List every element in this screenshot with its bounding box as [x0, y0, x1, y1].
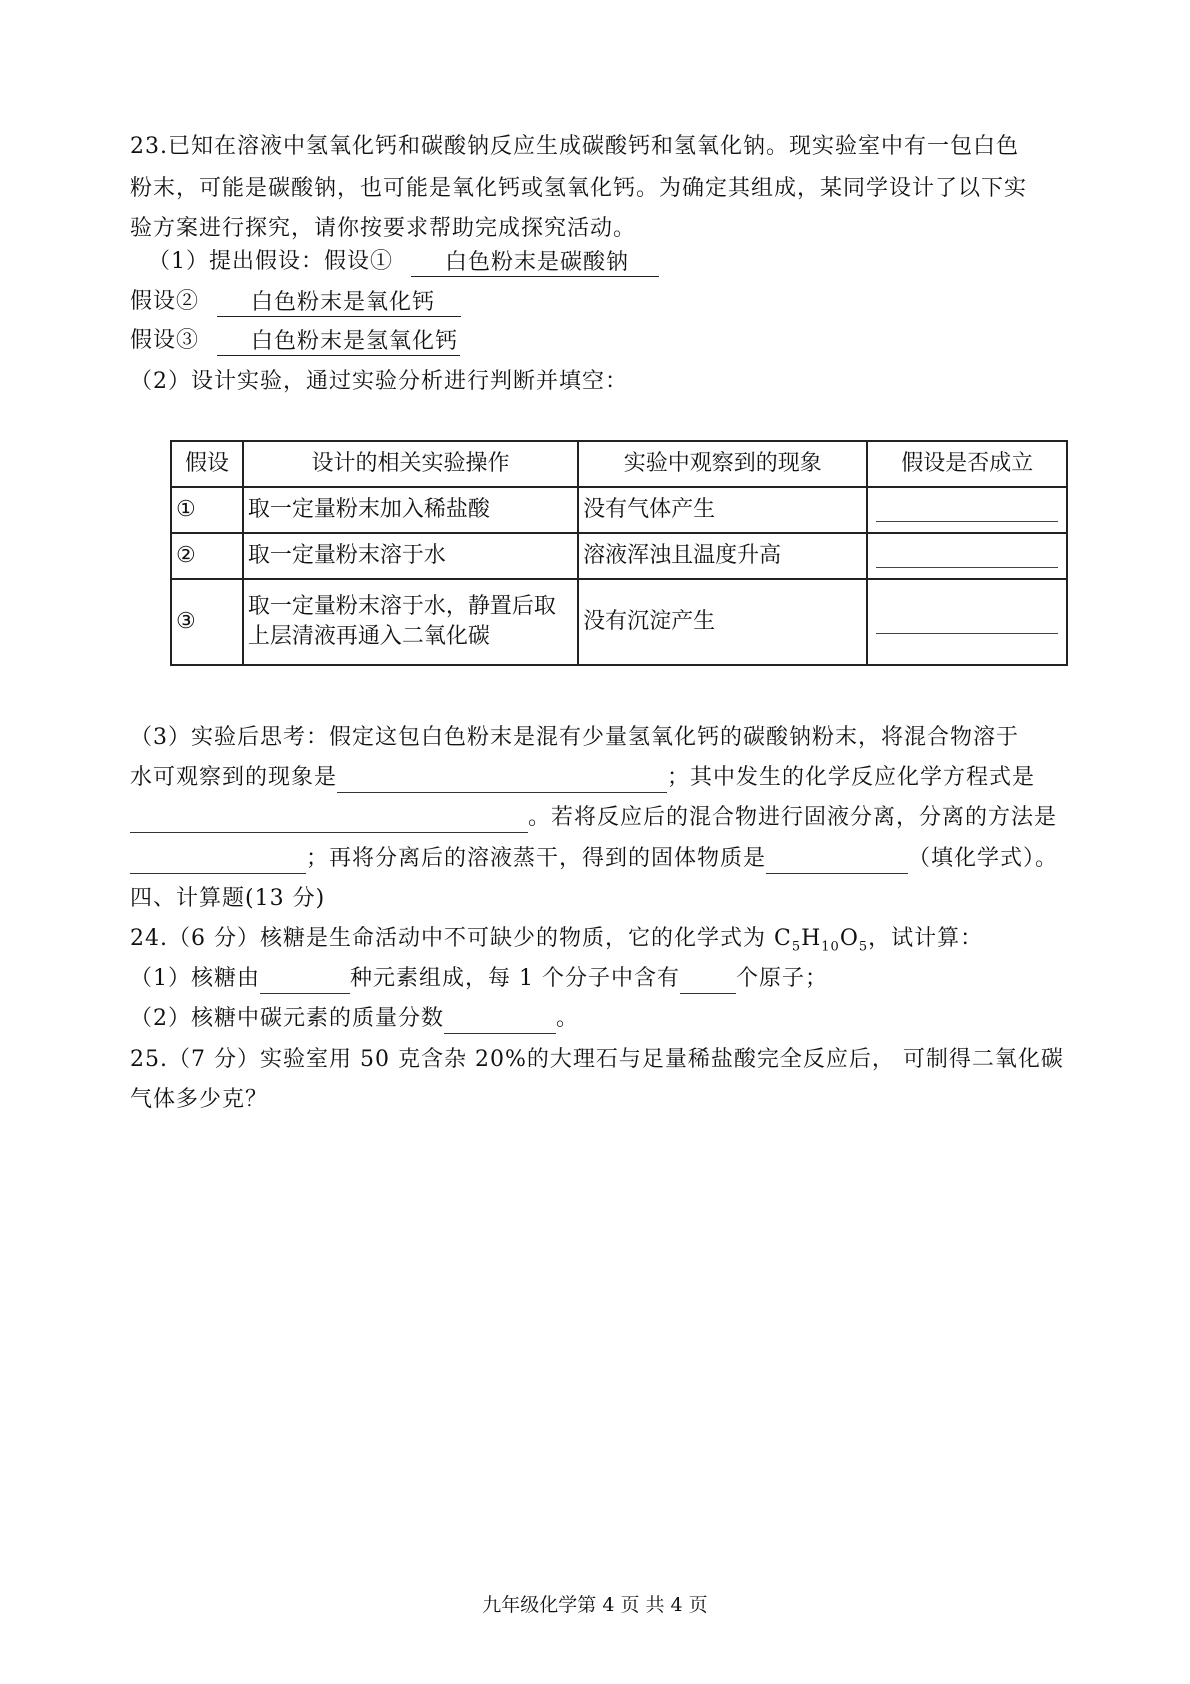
p3-text: 。若将反应后的混合物进行固液分离，分离的方法是 [528, 805, 1058, 830]
p3-text: （填化学式）。 [908, 846, 1059, 871]
q24-part-1 [130, 964, 828, 994]
q25-line-2: 气体多少克？ [130, 1087, 269, 1112]
q23-part-3-line-4 [130, 844, 1058, 874]
row-observation: 没有气体产生 [578, 487, 867, 533]
hypothesis-2-label: 假设② [130, 289, 200, 314]
q24-text: 24.（6 分）核糖是生命活动中不可缺少的物质，它的化学式为 C [130, 926, 792, 951]
hypothesis-1-line [148, 247, 659, 277]
q23-part-3-line-2 [130, 763, 1035, 793]
q23-part-3-line-3 [130, 803, 1057, 833]
row-operation [243, 579, 578, 665]
q24-text: H [801, 926, 822, 951]
answer-blank[interactable] [444, 1009, 556, 1034]
header-hypothesis: 假设 [171, 441, 243, 487]
page-footer: 九年级化学第 4 页 共 4 页 [482, 1594, 708, 1616]
q25-line-1: 25.（7 分）实验室用 50 克含杂 20%的大理石与足量稀盐酸完全反应后， 可制得二氧化碳 [130, 1047, 1064, 1072]
q24-text: 。 [556, 1006, 580, 1031]
row-operation: 取一定量粉末加入稀盐酸 [243, 487, 578, 533]
table-row [171, 579, 1067, 665]
answer-blank[interactable] [766, 849, 908, 874]
formula-subscript: 5 [791, 939, 802, 955]
q24-part-2 [130, 1004, 579, 1034]
header-operation: 设计的相关实验操作 [243, 441, 578, 487]
q24-intro [130, 924, 983, 962]
hypothesis-1-answer: 白色粉末是碳酸钠 [411, 250, 659, 277]
q23-line-1: 23.已知在溶液中氢氧化钙和碳酸钠反应生成碳酸钙和氢氧化钠。现实验室中有一包白色 [130, 134, 1019, 159]
q23-line-2: 粉末，可能是碳酸钠，也可能是氧化钙或氢氧化钙。为确定其组成，某同学设计了以下实 [130, 176, 1028, 201]
answer-blank[interactable] [130, 849, 306, 874]
answer-blank[interactable] [130, 808, 528, 833]
p3-text: ；再将分离后的溶液蒸干，得到的固体物质是 [306, 846, 767, 871]
formula-subscript: 10 [821, 939, 840, 955]
q24-text: ，试计算： [868, 926, 984, 951]
q24-text: 种元素组成，每 1 个分子中含有 [350, 966, 680, 991]
hypothesis-2-answer: 白色粉末是氧化钙 [217, 290, 461, 317]
answer-blank[interactable] [867, 487, 1067, 533]
table-header-row [171, 441, 1067, 487]
q24-text: O [839, 926, 859, 951]
row-operation-line-1: 取一定量粉末溶于水，静置后取 [247, 594, 556, 619]
header-valid: 假设是否成立 [867, 441, 1067, 487]
p3-text: 水可观察到的现象是 [130, 765, 338, 790]
answer-blank[interactable] [867, 533, 1067, 579]
section-4-heading: 四、计算题(13 分) [130, 886, 326, 911]
q23-part-3-line-1: （3）实验后思考：假定这包白色粉末是混有少量氢氧化钙的碳酸钠粉末，将混合物溶于 [130, 725, 1019, 750]
hypothesis-3-answer: 白色粉末是氢氧化钙 [217, 329, 460, 356]
q24-text: （2）核糖中碳元素的质量分数 [130, 1006, 444, 1031]
row-observation: 没有沉淀产生 [578, 579, 867, 665]
hypothesis-3-line [130, 326, 460, 356]
row-operation: 取一定量粉末溶于水 [243, 533, 578, 579]
experiment-table [170, 440, 1068, 666]
formula-subscript: 5 [858, 939, 869, 955]
answer-blank[interactable] [680, 969, 736, 994]
row-id: ① [171, 487, 243, 533]
row-observation: 溶液浑浊且温度升高 [578, 533, 867, 579]
table-row [171, 533, 1067, 579]
row-id: ③ [171, 579, 243, 665]
q24-text: 个原子； [735, 966, 828, 991]
q23-part-2: （2）设计实验，通过实验分析进行判断并填空： [130, 369, 628, 394]
answer-blank[interactable] [867, 579, 1067, 665]
hypothesis-3-label: 假设③ [130, 328, 200, 353]
p3-text: ；其中发生的化学反应化学方程式是 [667, 765, 1036, 790]
q24-text: （1）核糖由 [130, 966, 260, 991]
hypothesis-2-line [130, 287, 461, 317]
table-row [171, 487, 1067, 533]
row-id: ② [171, 533, 243, 579]
hypothesis-prefix: （1）提出假设：假设① [148, 249, 393, 274]
row-operation-line-2: 上层清液再通入二氧化碳 [247, 624, 490, 649]
answer-blank[interactable] [260, 969, 350, 994]
answer-blank[interactable] [337, 768, 667, 793]
q23-line-3: 验方案进行探究，请你按要求帮助完成探究活动。 [130, 216, 637, 241]
header-observation: 实验中观察到的现象 [578, 441, 867, 487]
